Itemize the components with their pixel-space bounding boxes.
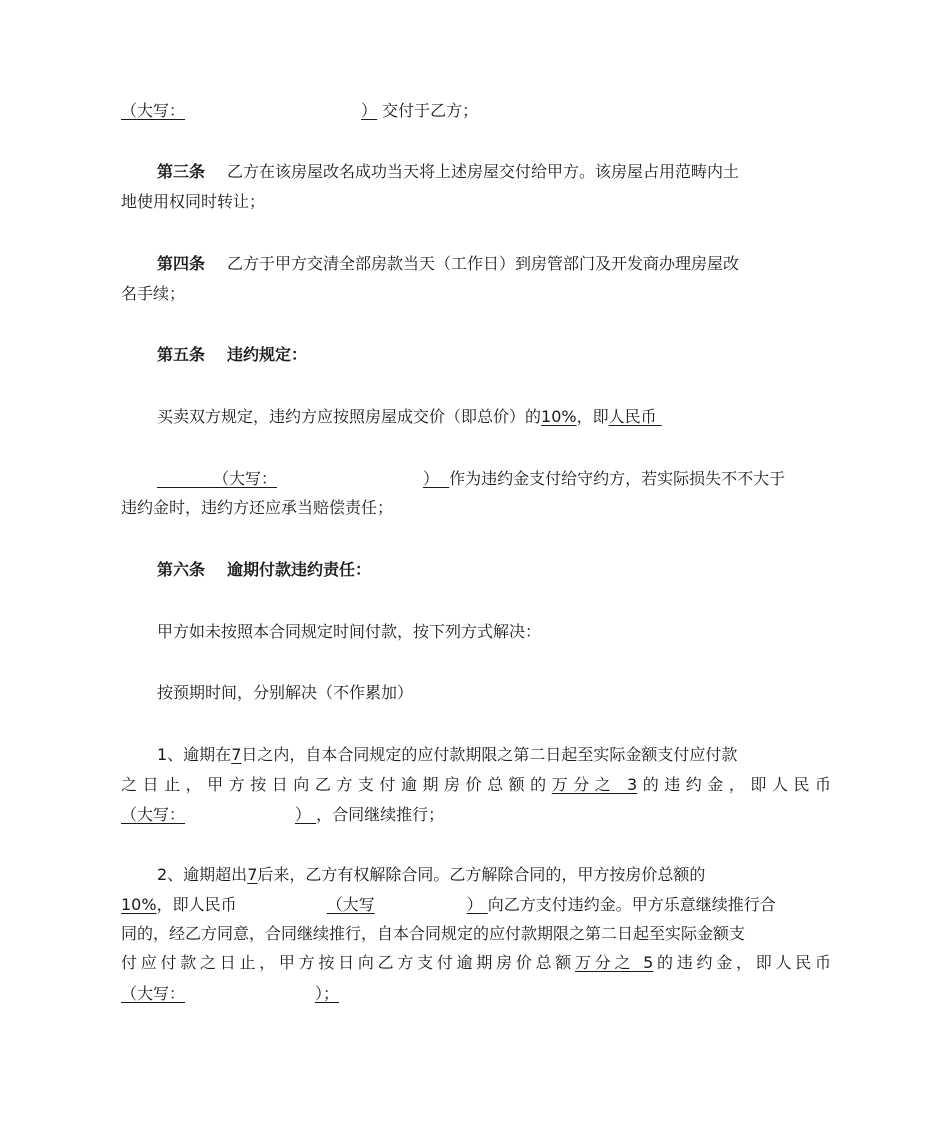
penalty-percent: 10%	[121, 895, 157, 914]
days-value: 7	[247, 865, 258, 884]
uppercase-blank[interactable]: （大写： ）	[121, 805, 312, 824]
rmb-blank[interactable]: （大写 ）	[326, 895, 483, 914]
text: 向乙方支付违约金。甲方乐意继续推行合	[487, 895, 776, 914]
article-4-text-continued: 名手续；	[121, 284, 186, 303]
item-2-line-5	[121, 981, 831, 1006]
article-6-para-1: 甲方如未按照本合同规定时间付款，按下列方式解决：	[157, 622, 542, 641]
article-5-para-2-continued: 违约金时，违约方还应承当赔偿责任；	[121, 498, 394, 517]
text: 的违约金，即人民币	[637, 775, 831, 794]
article-6-heading	[157, 558, 831, 582]
daily-rate: 万分之 5	[575, 953, 654, 972]
uppercase-blank[interactable]: （大写： ）；	[121, 984, 340, 1003]
article-3-number: 第三条	[157, 162, 206, 181]
text: 之日止，甲方按日向乙方支付逾期房价总额的	[121, 775, 552, 794]
article-4-line-1	[157, 252, 831, 276]
item-2-line-2	[121, 892, 831, 917]
article-3-text-continued: 地使用权同时转让；	[121, 192, 266, 211]
line-amount-uppercase	[121, 98, 831, 123]
article-6-para-2: 按预期时间，分别解决（不作累加）	[157, 683, 414, 702]
article-6-title: 逾期付款违约责任：	[227, 560, 372, 579]
text: ，即人民币	[156, 895, 237, 914]
item-2-line-3: 同的，经乙方同意，合同继续推行，自本合同规定的应付款期限之第二日起至实际金额支	[121, 924, 746, 943]
text: 2、逾期超出	[157, 865, 248, 884]
article-5-heading	[157, 343, 831, 367]
text: 作为违约金支付给守约方，若实际损失不不大于	[449, 469, 786, 488]
item-1-line-3	[121, 802, 831, 827]
text: ，即	[576, 407, 609, 426]
article-5-number: 第五条	[157, 345, 206, 364]
item-1-line-2	[121, 773, 831, 797]
daily-rate: 万分之 3	[551, 775, 638, 794]
penalty-percent: 10%	[541, 407, 577, 426]
uppercase-blank[interactable]: （大写： ）	[212, 469, 439, 488]
article-4-text: 乙方于甲方交清全部房款当天（工作日）到房管部门及开发商办理房屋改	[227, 254, 740, 273]
text: 买卖双方规定，违约方应按照房屋成交价（即总价）的	[157, 407, 542, 426]
article-4-number: 第四条	[157, 254, 206, 273]
rmb-blank[interactable]: 人民币	[608, 407, 657, 426]
article-3-line-1	[157, 160, 831, 184]
text: 1、逾期在	[157, 745, 232, 764]
text: ，合同继续推行；	[316, 805, 445, 824]
article-6-number: 第六条	[157, 560, 206, 579]
item-2-line-4	[121, 951, 831, 975]
text: 后来，乙方有权解除合同。乙方解除合同的，甲方按房价总额的	[257, 865, 706, 884]
article-5-para-1	[157, 405, 831, 429]
delivery-text: 交付于乙方；	[382, 101, 479, 120]
text: 日之内，自本合同规定的应付款期限之第二日起至实际金额支付应付款	[241, 745, 738, 764]
text: 付应付款之日止，甲方按日向乙方支付逾期房价总额	[121, 953, 576, 972]
item-2-line-1	[157, 863, 831, 887]
article-5-title: 违约规定：	[227, 345, 308, 364]
uppercase-blank[interactable]: （大写： ）	[121, 101, 378, 120]
article-5-para-2	[157, 466, 831, 491]
item-1-line-1	[157, 743, 831, 767]
days-value: 7	[231, 745, 242, 764]
article-3-text: 乙方在该房屋改名成功当天将上述房屋交付给甲方。该房屋占用范畴内土	[227, 162, 740, 181]
text: 的违约金，即人民币	[653, 953, 831, 972]
